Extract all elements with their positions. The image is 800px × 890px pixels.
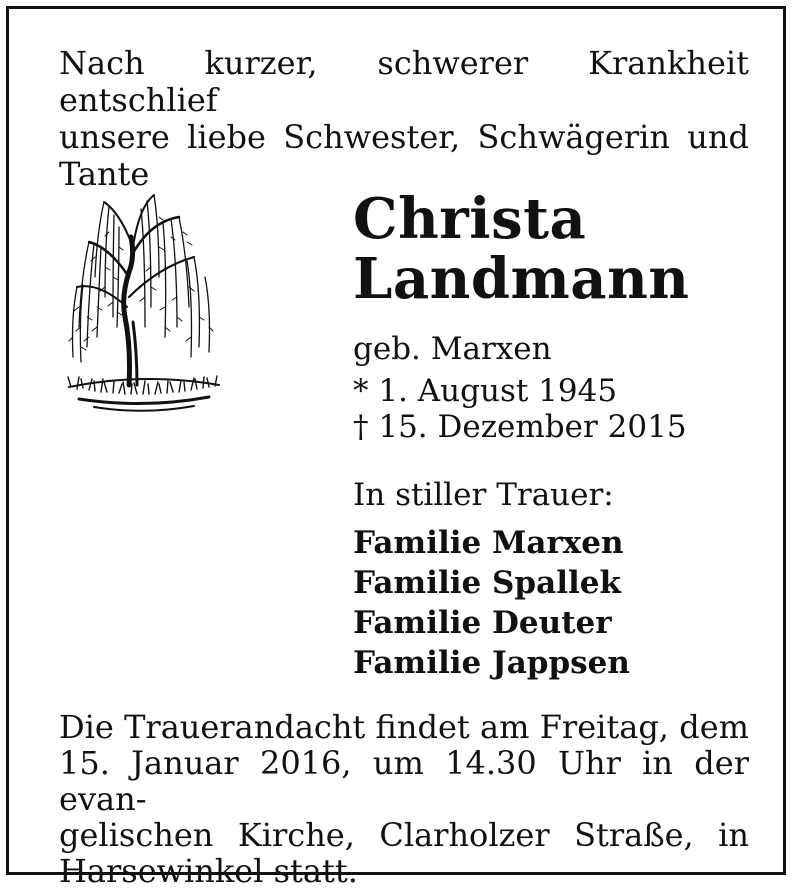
intro-line: Tante: [59, 155, 150, 193]
obituary-notice: [6, 6, 786, 890]
last-name: Landmann: [353, 246, 690, 312]
family-item: Familie Jappsen: [353, 645, 630, 681]
family-item: Familie Deuter: [353, 605, 612, 641]
weeping-willow-icon: [59, 187, 229, 427]
deceased-name: [353, 186, 690, 312]
family-item: Familie Marxen: [353, 525, 624, 561]
intro-line: unsere liebe Schwester, Schwägerin und: [59, 118, 749, 156]
mourning-heading: In stiller Trauer:: [353, 477, 614, 513]
life-dates: [353, 373, 687, 445]
service-line: gelischen Kirche, Clarholzer Straße, in: [59, 816, 749, 854]
service-line: Harsewinkel statt.: [59, 852, 358, 890]
family-list: [353, 523, 630, 683]
intro-text: [59, 45, 749, 193]
service-line: 15. Januar 2016, um 14.30 Uhr in der evan-: [59, 744, 749, 818]
intro-line: Nach kurzer, schwerer Krankheit entschlief: [59, 44, 749, 119]
service-info: [59, 709, 749, 889]
first-name: Christa: [353, 186, 587, 252]
birth-date: * 1. August 1945: [353, 373, 618, 409]
service-line: Die Trauerandacht findet am Freitag, dem: [59, 708, 749, 746]
death-date: † 15. Dezember 2015: [353, 409, 687, 445]
family-item: Familie Spallek: [353, 565, 621, 601]
maiden-name: geb. Marxen: [353, 331, 552, 367]
